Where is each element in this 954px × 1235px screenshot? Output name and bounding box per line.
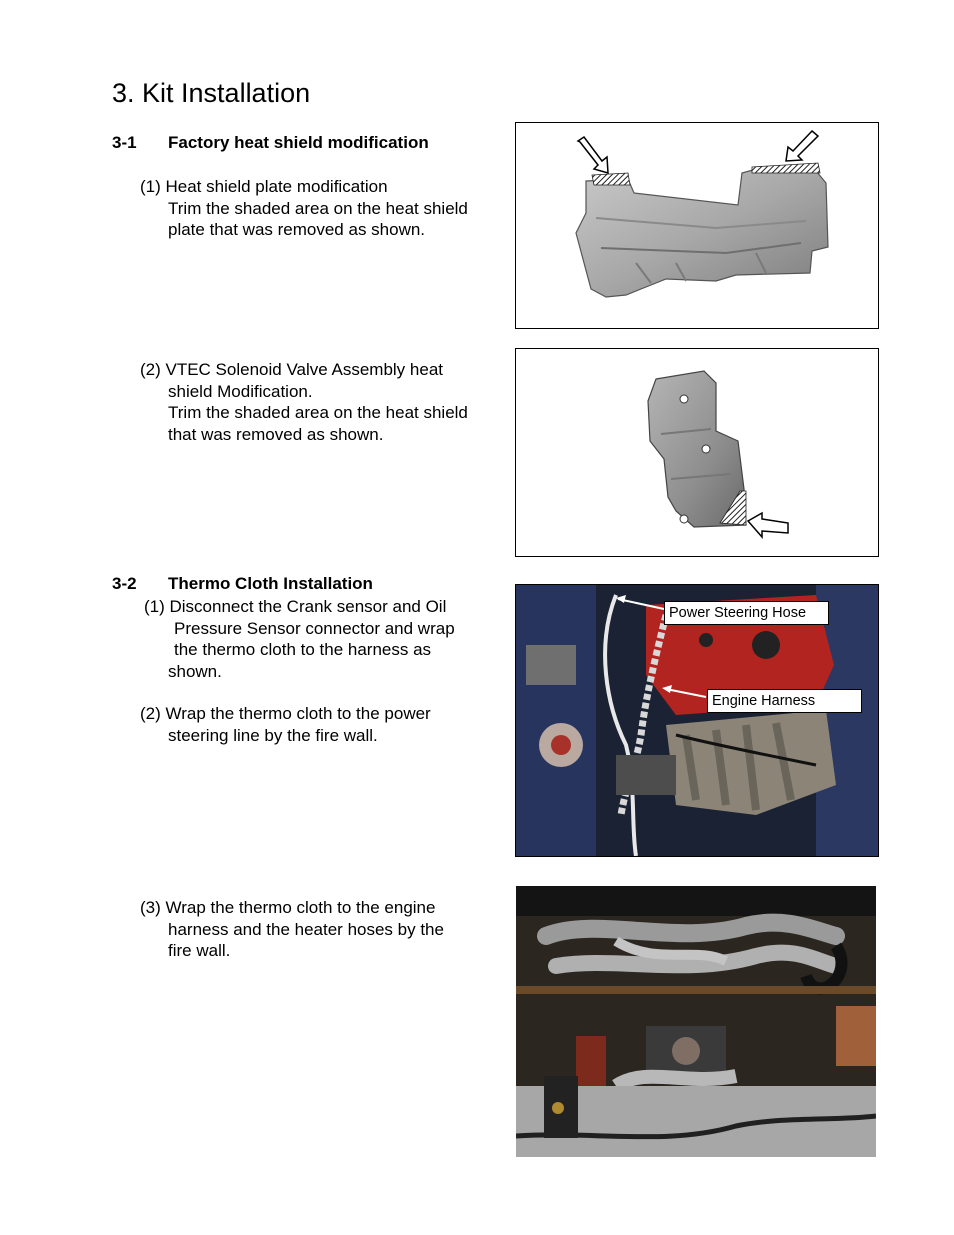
step-line: shield Modification. [168, 381, 313, 401]
step-line: Pressure Sensor connector and wrap [174, 618, 455, 638]
engine-harness-callout: Engine Harness [707, 689, 862, 713]
step-line: harness and the heater hoses by the [168, 919, 444, 939]
step-vtec-heat-shield [140, 359, 510, 445]
arrow-icon [748, 513, 788, 537]
step-line: fire wall. [168, 941, 231, 960]
step-line: steering line by the fire wall. [168, 725, 378, 745]
step-crank-sensor-wrap [144, 596, 510, 682]
power-steering-hose-callout: Power Steering Hose [664, 601, 829, 625]
section-number: 3-2 [112, 574, 137, 593]
arrow-icon [578, 137, 608, 173]
step-line: Trim the shaded area on the heat shield [168, 403, 468, 422]
section-title: Factory heat shield modification [168, 133, 429, 152]
vtec-heat-shield-drawing [516, 349, 878, 556]
step-heat-shield-plate [140, 176, 510, 241]
heat-shield-plate-figure [515, 122, 879, 329]
firewall-illustration [516, 886, 876, 1157]
step-line: plate that was removed as shown. [168, 220, 426, 239]
step-power-steering-wrap [140, 703, 510, 746]
step-lead: (2) Wrap the thermo cloth to the power [140, 704, 431, 723]
step-lead: (1) Heat shield plate modification [140, 177, 388, 196]
step-lead: (1) Disconnect the Crank sensor and Oil [144, 597, 447, 616]
engine-bay-illustration [516, 585, 878, 856]
arrow-icon [786, 131, 818, 161]
step-lead: (3) Wrap the thermo cloth to the engine [140, 898, 436, 917]
step-line: shown. [168, 661, 222, 681]
section-heading-3-1 [112, 133, 429, 153]
vtec-heat-shield-figure [515, 348, 879, 557]
engine-bay-photo [515, 584, 879, 857]
heat-shield-plate-drawing [516, 123, 878, 328]
step-line: the thermo cloth to the harness as [174, 640, 432, 659]
step-engine-harness-wrap [140, 897, 510, 962]
section-heading-3-2 [112, 574, 373, 594]
step-line: that was removed as shown. [168, 424, 384, 444]
page-title: 3. Kit Installation [112, 78, 311, 108]
section-number: 3-1 [112, 133, 137, 152]
step-line: Trim the shaded area on the heat shield [168, 198, 468, 218]
section-title: Thermo Cloth Installation [168, 574, 373, 593]
step-lead: (2) VTEC Solenoid Valve Assembly heat [140, 360, 443, 379]
firewall-photo [516, 886, 876, 1157]
